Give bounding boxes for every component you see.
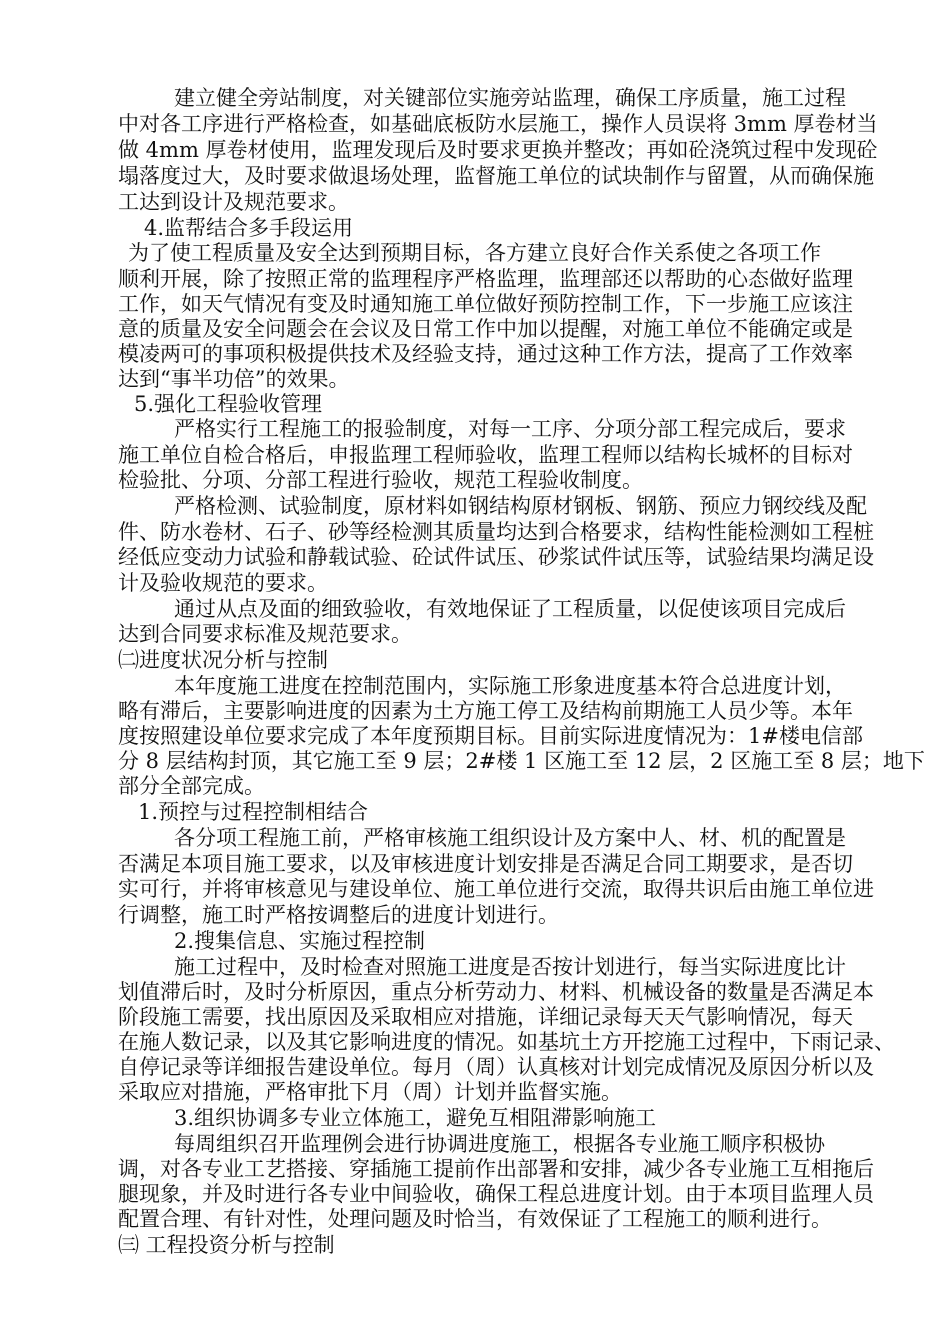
para-baoyan-line: 施工单位自检合格后，申报监理工程师验收，监理工程师以结构长城杯的目标对 <box>118 443 853 467</box>
para-jianbang-line: 顺利开展，除了按照正常的监理程序严格监理，监理部还以帮助的心态做好监理 <box>118 267 853 291</box>
para-soujil-line: 划值滞后时，及时分析原因，重点分析劳动力、材料、机械设备的数量是否满足本 <box>118 980 874 1004</box>
para-soujil-line: 在施人数记录，以及其它影响进度的情况。如基坑土方开挖施工过程中，下雨记录、 <box>118 1030 895 1054</box>
para-jianbang-line: 工作，如天气情况有变及时通知施工单位做好预防控制工作，下一步施工应该注 <box>118 292 853 316</box>
heading-5: 5.强化工程验收管理 <box>134 392 323 416</box>
para-xietiao-line: 腿现象，并及时进行各专业中间验收，确保工程总进度计划。由于本项目监理人员 <box>118 1182 874 1206</box>
para-bangzhan-line: 塌落度过大，及时要求做退场处理，监督施工单位的试块制作与留置，从而确保施 <box>118 164 874 188</box>
para-soujil-line: 采取应对措施，严格审批下月（周）计划并监督实施。 <box>118 1080 622 1104</box>
para-jiance-line: 经低应变动力试验和静载试验、砼试件试压、砂浆试件试压等，试验结果均满足设 <box>118 545 874 569</box>
para-soujil-line: 自停记录等详细报告建设单位。每月（周）认真核对计划完成情况及原因分析以及 <box>118 1055 874 1079</box>
para-soujil-line: 施工过程中，及时检查对照施工进度是否按计划进行，每当实际进度比计 <box>174 955 846 979</box>
para-bangzhan-line: 中对各工序进行严格检查，如基础底板防水层施工，操作人员误将 3mm 厚卷材当 <box>118 112 878 136</box>
section-3-heading: ㈢ 工程投资分析与控制 <box>118 1233 335 1257</box>
para-xizhi-line: 达到合同要求标准及规范要求。 <box>118 622 412 646</box>
para-jindu-line: 分 8 层结构封顶，其它施工至 9 层；2#楼 1 区施工至 12 层，2 区施工至 8 层；地下 <box>118 749 925 773</box>
para-jiance-line: 件、防水卷材、石子、砂等经检测其质量均达到合格要求，结构性能检测如工程桩 <box>118 520 874 544</box>
para-jindu-line: 度按照建设单位要求完成了本年度预期目标。目前实际进度情况为：1#楼电信部 <box>118 724 863 748</box>
para-jiance-line: 严格检测、试验制度，原材料如钢结构原材钢板、钢筋、预应力钢绞线及配 <box>174 494 867 518</box>
para-jindu-line: 本年度施工进度在控制范围内，实际施工形象进度基本符合总进度计划， <box>174 674 846 698</box>
heading-1: 1.预控与过程控制相结合 <box>138 800 369 824</box>
para-yukong-line: 各分项工程施工前，严格审核施工组织设计及方案中人、材、机的配置是 <box>174 826 846 850</box>
para-jindu-line: 略有滞后，主要影响进度的因素为土方施工停工及结构前期施工人员少等。本年 <box>118 699 853 723</box>
para-jianbang-line: 为了使工程质量及安全达到预期目标，各方建立良好合作关系使之各项工作 <box>128 241 821 265</box>
para-xizhi-line: 通过从点及面的细致验收，有效地保证了工程质量，以促使该项目完成后 <box>174 597 846 621</box>
para-jindu-line: 部分全部完成。 <box>118 774 265 798</box>
para-yukong-line: 否满足本项目施工要求，以及审核进度计划安排是否满足合同工期要求，是否切 <box>118 852 853 876</box>
heading-2: 2.搜集信息、实施过程控制 <box>174 929 426 953</box>
para-baoyan-line: 严格实行工程施工的报验制度，对每一工序、分项分部工程完成后，要求 <box>174 417 846 441</box>
para-jiance-line: 计及验收规范的要求。 <box>118 571 328 595</box>
para-yukong-line: 实可行，并将审核意见与建设单位、施工单位进行交流，取得共识后由施工单位进 <box>118 877 874 901</box>
para-xietiao-line: 调，对各专业工艺搭接、穿插施工提前作出部署和安排，减少各专业施工互相拖后 <box>118 1157 874 1181</box>
para-xietiao-line: 配置合理、有针对性，处理问题及时恰当，有效保证了工程施工的顺利进行。 <box>118 1207 832 1231</box>
para-baoyan-line: 检验批、分项、分部工程进行验收，规范工程验收制度。 <box>118 468 643 492</box>
para-bangzhan-line: 建立健全旁站制度，对关键部位实施旁站监理，确保工序质量，施工过程 <box>174 86 846 110</box>
para-soujil-line: 阶段施工需要，找出原因及采取相应对措施，详细记录每天天气影响情况，每天 <box>118 1005 853 1029</box>
para-jianbang-line: 模凌两可的事项积极提供技术及经验支持，通过这种工作方法，提高了工作效率 <box>118 342 853 366</box>
para-xietiao-line: 每周组织召开监理例会进行协调进度施工，根据各专业施工顺序积极协 <box>174 1132 825 1156</box>
para-jianbang-line: 意的质量及安全问题会在会议及日常工作中加以提醒，对施工单位不能确定或是 <box>118 317 853 341</box>
para-yukong-line: 行调整，施工时严格按调整后的进度计划进行。 <box>118 903 559 927</box>
section-2-heading: ㈡进度状况分析与控制 <box>118 648 328 672</box>
para-bangzhan-line: 工达到设计及规范要求。 <box>118 190 349 214</box>
para-bangzhan-line: 做 4mm 厚卷材使用，监理发现后及时要求更换并整改；再如砼浇筑过程中发现砼 <box>118 138 878 162</box>
heading-4: 4.监帮结合多手段运用 <box>144 216 354 240</box>
heading-3: 3.组织协调多专业立体施工，避免互相阻滞影响施工 <box>174 1106 657 1130</box>
para-jianbang-line: 达到“事半功倍”的效果。 <box>118 367 350 391</box>
